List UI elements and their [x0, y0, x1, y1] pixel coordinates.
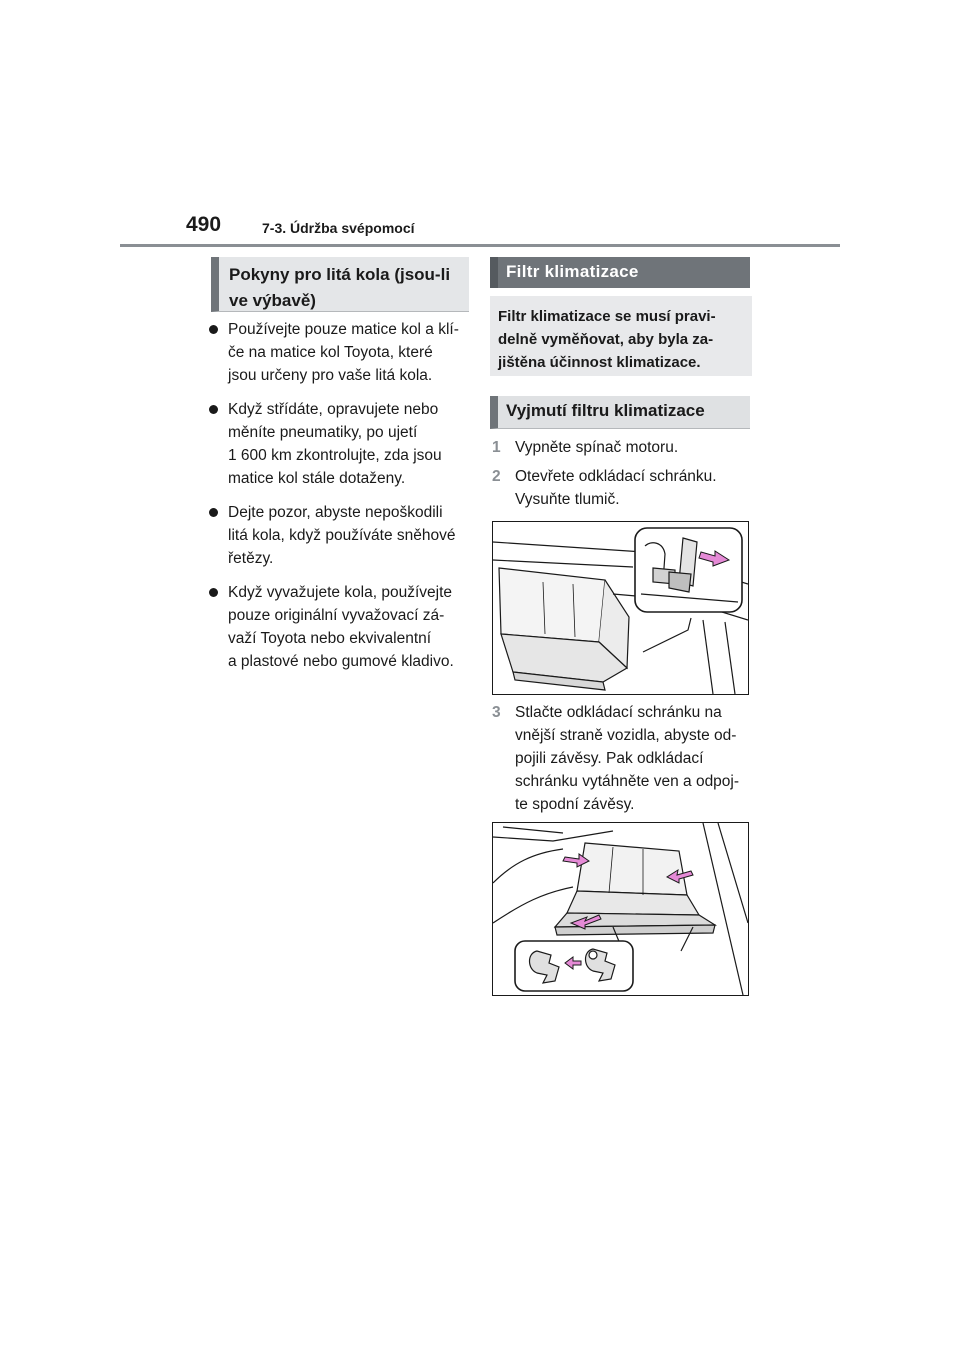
- alloy-wheels-heading: [211, 257, 469, 312]
- intro-line: Filtr klimatizace se musí pravi-: [498, 308, 716, 325]
- list-item-line: važí Toyota nebo ekvivalentní: [228, 630, 432, 647]
- step-2: [492, 465, 752, 511]
- list-item-line: če na matice kol Toyota, které: [228, 344, 433, 361]
- step-1: [492, 436, 752, 459]
- list-item-line: Když vyvažujete kola, používejte: [228, 584, 453, 601]
- intro-line: delně vyměňovat, aby byla za-: [498, 331, 714, 348]
- list-item-line: Dejte pozor, abyste nepoškodili: [228, 504, 443, 521]
- list-item: [209, 501, 471, 570]
- bullet-dot-icon: [209, 405, 218, 414]
- heading-line: Pokyny pro litá kola (jsou-li: [229, 265, 451, 284]
- step-text: pojili závěsy. Pak odkládací: [515, 750, 704, 767]
- step-text: Vypněte spínač motoru.: [515, 439, 679, 456]
- ac-filter-intro: [490, 296, 752, 376]
- glovebox-damper-drawing: [493, 522, 748, 694]
- glovebox-removal-drawing: [493, 823, 748, 995]
- ac-filter-removal-heading: Vyjmutí filtru klimatizace: [490, 396, 750, 429]
- intro-line: jištěna účinnost klimatizace.: [498, 354, 701, 371]
- section-title: 7-3. Údržba svépomocí: [262, 220, 415, 236]
- step-text: schránku vytáhněte ven a odpoj-: [515, 773, 740, 790]
- step-text: vnější straně vozidla, abyste od-: [515, 727, 737, 744]
- step-number: 2: [492, 468, 501, 485]
- step-3: [492, 701, 756, 816]
- step-text: te spodní závěsy.: [515, 796, 635, 813]
- list-item-line: a plastové nebo gumové kladivo.: [228, 653, 454, 670]
- list-item-line: 1 600 km zkontrolujte, zda jsou: [228, 447, 442, 464]
- step-text: Otevřete odkládací schránku.: [515, 468, 717, 485]
- bullet-dot-icon: [209, 588, 218, 597]
- bullet-dot-icon: [209, 325, 218, 334]
- list-item-line: řetězy.: [228, 550, 274, 567]
- list-item-line: měníte pneumatiky, po ujetí: [228, 424, 418, 441]
- list-item-line: pouze originální vyvažovací zá-: [228, 607, 445, 624]
- list-item: [209, 398, 471, 490]
- step-number: 1: [492, 439, 501, 456]
- step-text: Stlačte odkládací schránku na: [515, 704, 722, 721]
- list-item: [209, 318, 471, 387]
- list-item-line: matice kol stále dotaženy.: [228, 470, 406, 487]
- header-divider: [120, 244, 840, 247]
- list-item-line: litá kola, když používáte sněhové: [228, 527, 456, 544]
- glovebox-removal-illustration: [492, 822, 749, 996]
- heading-line: ve výbavě): [229, 291, 316, 310]
- glovebox-damper-illustration: [492, 521, 749, 695]
- list-item-line: Používejte pouze matice kol a klí-: [228, 321, 459, 338]
- page-number: 490: [186, 213, 222, 236]
- list-item: [209, 581, 471, 673]
- bullet-dot-icon: [209, 508, 218, 517]
- alloy-wheels-bullet-list: [209, 318, 471, 684]
- ac-filter-heading: Filtr klimatizace: [490, 257, 750, 288]
- step-number: 3: [492, 704, 501, 721]
- list-item-line: jsou určeny pro vaše litá kola.: [228, 367, 433, 384]
- step-text: Vysuňte tlumič.: [515, 491, 620, 508]
- list-item-line: Když střídáte, opravujete nebo: [228, 401, 439, 418]
